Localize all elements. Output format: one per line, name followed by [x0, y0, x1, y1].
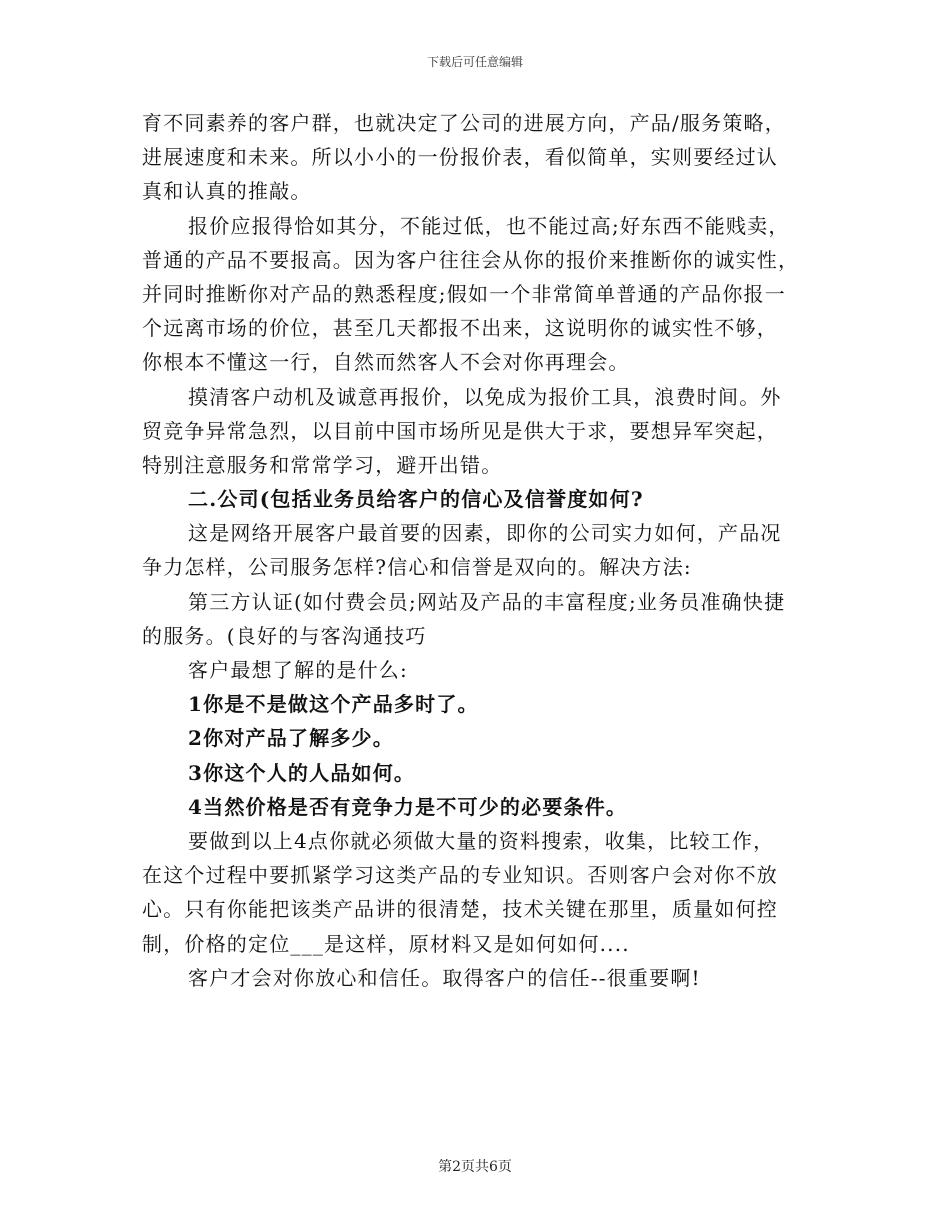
page-footer: 第2页共6页: [438, 1159, 512, 1175]
text-line: 的服务。(良好的与客沟通技巧: [142, 623, 427, 648]
text-line: 客户最想了解的是什么:: [188, 658, 408, 682]
bold-text-line: 3你这个人的人品如何。: [188, 760, 416, 785]
text-line: 特别注意服务和常常学习，避开出错。: [142, 452, 503, 477]
text-line: 进展速度和未来。所以小小的一份报价表，看似简单，实则要经过认: [142, 145, 778, 170]
text-line: 摸清客户动机及诚意再报价，以免成为报价工具，浪费时间。外: [188, 384, 782, 409]
text-line: 并同时推断你对产品的熟悉程度;假如一个非常简单普通的产品你报一: [142, 281, 786, 306]
bold-text-line: 1你是不是做这个产品多时了。: [188, 692, 479, 717]
text-line: 真和认真的推敲。: [142, 179, 312, 204]
text-line: 在这个过程中要抓紧学习这类产品的专业知识。否则客户会对你不放: [142, 863, 778, 888]
text-line: 你根本不懂这一行，自然而然客人不会对你再理会。: [142, 350, 630, 375]
text-line: 报价应报得恰如其分，不能过低，也不能过高;好东西不能贱卖，: [188, 213, 790, 238]
text-line: 要做到以上4点你就必须做大量的资料搜索，收集，比较工作，: [188, 828, 775, 853]
text-line: 贸竞争异常急烈，以目前中国市场所见是供大于求，要想异军突起，: [142, 418, 778, 443]
bold-text-line: 4当然价格是否有竞争力是不可少的必要条件。: [188, 794, 628, 819]
page-header: 下载后可任意编辑: [426, 55, 523, 69]
text-line: 制，价格的定位___是这样，原材料又是如何如何....: [142, 931, 630, 956]
bold-text-line: 二.公司(包括业务员给客户的信心及信誉度如何?: [188, 487, 644, 512]
text-line: 普通的产品不要报高。因为客户往往会从你的报价来推断你的诚实性，: [142, 247, 800, 272]
text-line: 心。只有你能把该类产品讲的很清楚，技术关键在那里，质量如何控: [142, 897, 778, 922]
text-line: 第三方认证(如付费会员;网站及产品的丰富程度;业务员准确快捷: [188, 589, 786, 614]
text-line: 这是网络开展客户最首要的因素，即你的公司实力如何，产品况: [188, 521, 782, 546]
bold-text-line: 2你对产品了解多少。: [188, 726, 394, 751]
text-line: 争力怎样，公司服务怎样?信心和信誉是双向的。解决方法:: [142, 555, 692, 580]
document-body: [142, 106, 812, 995]
text-line: 个远离市场的价位，甚至几天都报不出来，这说明你的诚实性不够，: [142, 316, 778, 341]
text-line: 育不同素养的客户群，也就决定了公司的进展方向，产品/服务策略，: [142, 111, 786, 135]
text-line: 客户才会对你放心和信任。取得客户的信任--很重要啊!: [188, 965, 701, 990]
